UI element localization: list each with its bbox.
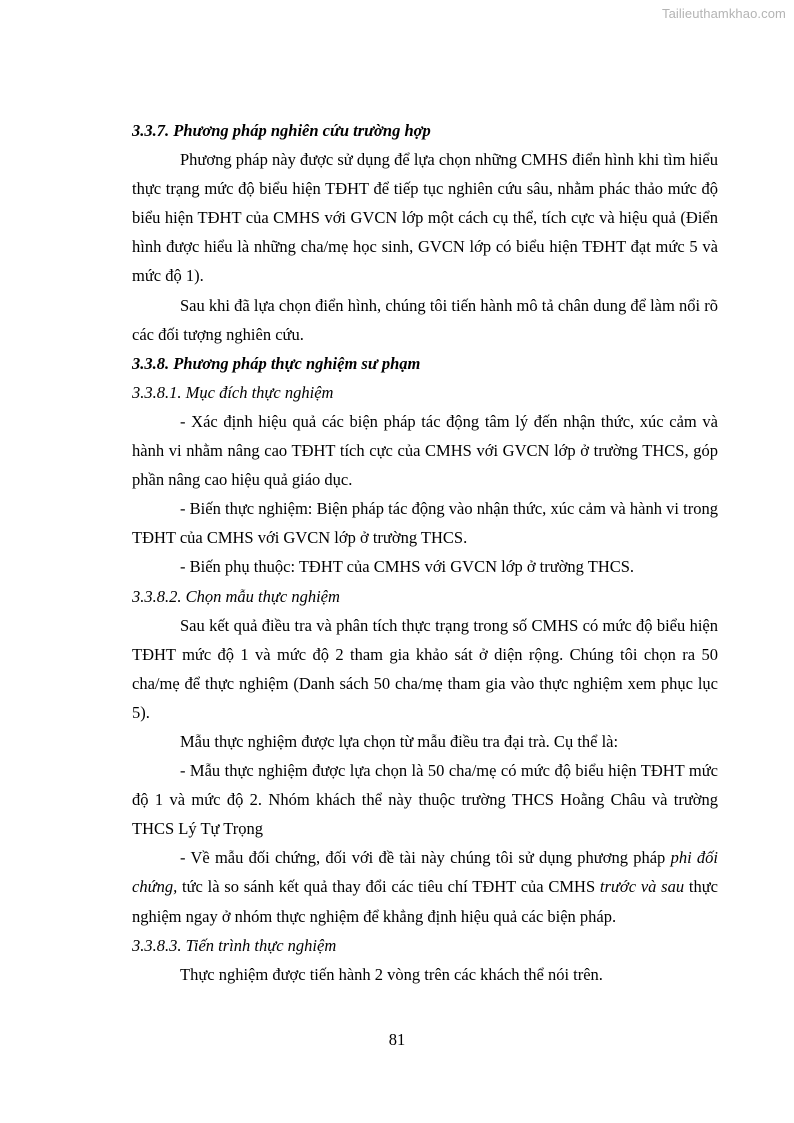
text-run: tức là so sánh kết quả thay đổi các tiêu chí TĐHT của CMHS bbox=[177, 877, 600, 897]
paragraph: Thực nghiệm được tiến hành 2 vòng trên các khách thể nói trên. bbox=[180, 964, 603, 984]
subsection-heading-3-3-8-2: 3.3.8.2. Chọn mẫu thực nghiệm bbox=[132, 586, 340, 606]
section-heading-3-3-8: 3.3.8. Phương pháp thực nghiệm sư phạm bbox=[132, 353, 421, 373]
page-number: 81 bbox=[388, 1030, 406, 1049]
subsection-heading-3-3-8-1: 3.3.8.1. Mục đích thực nghiệm bbox=[132, 382, 334, 402]
section-heading-3-3-7: 3.3.7. Phương pháp nghiên cứu trường hợp bbox=[132, 121, 431, 140]
paragraph: Sau kết quả điều tra và phân tích thực trạng trong số CMHS có mức độ biểu hiện TĐHT mức độ 1 và mức độ 2 tham gia khảo sát ở diện rộng. Chúng tôi chọn ra 50 cha/mẹ để thực nghiệm (Danh sách 50 cha/mẹ tham gia vào thực nghiệm xem phục lục 5). bbox=[132, 615, 718, 722]
watermark: Tailieuthamkhao.com bbox=[661, 6, 786, 21]
page-content bbox=[132, 116, 718, 989]
italic-text: phi đối chứng, bbox=[132, 848, 719, 897]
text-run: thực nghiệm ngay ở nhóm thực nghiệm để khẳng định hiệu quả các biện pháp. bbox=[132, 877, 718, 926]
paragraph: Sau khi đã lựa chọn điển hình, chúng tôi tiến hành mô tả chân dung để làm nổi rõ các đối tượng nghiên cứu. bbox=[132, 295, 718, 344]
paragraph: - Mẫu thực nghiệm được lựa chọn là 50 cha/mẹ có mức độ biểu hiện TĐHT mức độ 1 và mức độ 2. Nhóm khách thể này thuộc trường THCS Hoằng Châu và trường THCS Lý Tự Trọng bbox=[132, 761, 718, 839]
subsection-heading-3-3-8-3: 3.3.8.3. Tiến trình thực nghiệm bbox=[132, 935, 337, 955]
italic-text: trước và sau bbox=[599, 877, 685, 897]
paragraph: - Biến thực nghiệm: Biện pháp tác động vào nhận thức, xúc cảm và hành vi trong TĐHT của CMHS với GVCN lớp ở trường THCS. bbox=[132, 499, 718, 548]
paragraph bbox=[132, 843, 718, 930]
paragraph: Phương pháp này được sử dụng để lựa chọn những CMHS điển hình khi tìm hiểu thực trạng mức độ biểu hiện TĐHT để tiếp tục nghiên cứu sâu, nhằm phác thảo mức độ biểu hiện TĐHT của CMHS với GVCN lớp một cách cụ thể, tích cực và hiệu quả (Điển hình được hiểu là những cha/mẹ học sinh, GVCN lớp có biểu hiện TĐHT đạt mức 5 và mức độ 1). bbox=[132, 150, 718, 286]
text-run: - Về mẫu đối chứng, đối với đề tài này chúng tôi sử dụng phương pháp bbox=[180, 848, 671, 868]
paragraph: Mẫu thực nghiệm được lựa chọn từ mẫu điều tra đại trà. Cụ thể là: bbox=[180, 731, 619, 751]
paragraph: - Biến phụ thuộc: TĐHT của CMHS với GVCN lớp ở trường THCS. bbox=[180, 557, 635, 577]
paragraph: - Xác định hiệu quả các biện pháp tác động tâm lý đến nhận thức, xúc cảm và hành vi nhằm nâng cao TĐHT tích cực của CMHS với GVCN lớp ở trường THCS, góp phần nâng cao hiệu quả giáo dục. bbox=[132, 411, 718, 490]
